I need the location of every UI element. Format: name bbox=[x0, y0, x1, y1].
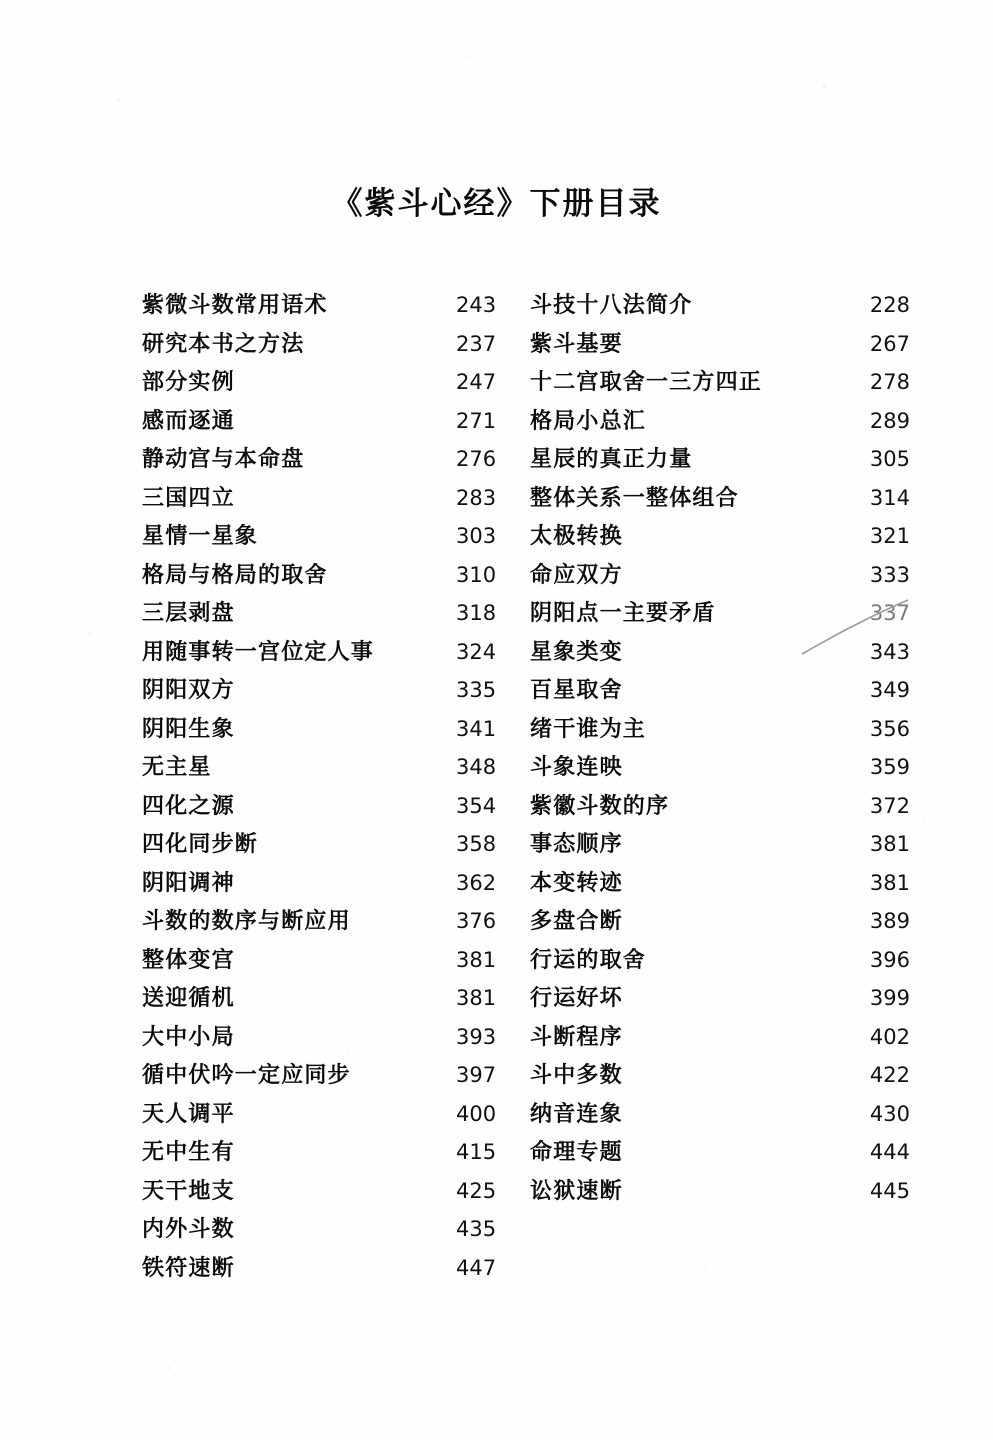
toc-entry-title: 感而逐通 bbox=[142, 408, 235, 434]
list-item[interactable] bbox=[142, 327, 512, 366]
list-item[interactable] bbox=[530, 596, 910, 635]
toc-entry-page: 303 bbox=[456, 524, 497, 548]
list-item[interactable] bbox=[530, 558, 910, 597]
toc-entry-title: 铁符速断 bbox=[142, 1255, 235, 1281]
toc-entry-page: 422 bbox=[869, 1063, 910, 1087]
toc-entry-title: 行运好坏 bbox=[530, 986, 623, 1011]
toc-entry-page: 400 bbox=[456, 1101, 497, 1126]
toc-entry-page: 243 bbox=[456, 293, 497, 317]
toc-entry-page: 333 bbox=[869, 562, 910, 587]
toc-entry-title: 四化之源 bbox=[142, 793, 235, 819]
list-item[interactable] bbox=[142, 288, 512, 327]
toc-entry-title: 四化同步断 bbox=[142, 832, 259, 857]
toc-entry-page: 318 bbox=[456, 601, 497, 625]
list-item[interactable] bbox=[530, 481, 910, 520]
toc-entry-title: 太极转换 bbox=[530, 524, 623, 549]
toc-entry-page: 393 bbox=[456, 1024, 497, 1049]
toc-entry-page: 278 bbox=[869, 370, 910, 394]
toc-entry-title: 斗断程序 bbox=[530, 1024, 623, 1050]
toc-entry-title: 本变转迹 bbox=[530, 870, 623, 896]
table-of-contents bbox=[0, 288, 993, 1289]
toc-entry-page: 381 bbox=[456, 986, 497, 1010]
toc-entry-title: 阴阳点一主要矛盾 bbox=[530, 601, 716, 626]
list-item[interactable] bbox=[142, 1135, 512, 1174]
toc-entry-title: 无主星 bbox=[142, 755, 212, 780]
toc-entry-title: 十二宫取舍一三方四正 bbox=[530, 370, 763, 395]
list-item[interactable] bbox=[530, 981, 910, 1020]
toc-entry-page: 399 bbox=[869, 986, 910, 1010]
list-item[interactable] bbox=[142, 981, 512, 1020]
toc-entry-page: 343 bbox=[869, 639, 910, 664]
toc-entry-title: 大中小局 bbox=[142, 1024, 235, 1050]
toc-entry-title: 静动宫与本命盘 bbox=[142, 447, 305, 472]
toc-entry-title: 星情一星象 bbox=[142, 524, 259, 549]
list-item[interactable] bbox=[530, 750, 910, 789]
list-item[interactable] bbox=[530, 519, 910, 558]
toc-entry-page: 267 bbox=[869, 331, 910, 356]
toc-entry-page: 271 bbox=[456, 408, 497, 433]
toc-entry-title: 阴阳双方 bbox=[142, 678, 235, 703]
toc-entry-page: 276 bbox=[456, 447, 497, 471]
toc-entry-page: 397 bbox=[456, 1063, 497, 1087]
toc-entry-page: 389 bbox=[869, 909, 910, 933]
toc-entry-title: 百星取舍 bbox=[530, 678, 623, 703]
toc-entry-page: 310 bbox=[456, 562, 497, 587]
toc-right-column bbox=[530, 288, 910, 1289]
toc-entry-page: 337 bbox=[869, 601, 910, 625]
list-item[interactable] bbox=[142, 1097, 512, 1136]
list-item[interactable] bbox=[142, 789, 512, 828]
toc-entry-page: 349 bbox=[869, 678, 910, 702]
toc-entry-title: 无中生有 bbox=[142, 1140, 235, 1165]
toc-entry-title: 星象类变 bbox=[530, 639, 623, 665]
list-item[interactable] bbox=[530, 1020, 910, 1059]
toc-entry-page: 430 bbox=[869, 1101, 910, 1126]
toc-entry-page: 358 bbox=[456, 832, 497, 856]
list-item[interactable] bbox=[142, 481, 512, 520]
list-item[interactable] bbox=[142, 1174, 512, 1213]
toc-entry-page: 376 bbox=[456, 909, 497, 933]
list-item[interactable] bbox=[142, 519, 512, 558]
toc-entry-page: 425 bbox=[456, 1178, 497, 1203]
toc-entry-page: 314 bbox=[869, 485, 910, 510]
toc-entry-page: 381 bbox=[869, 870, 910, 895]
toc-entry-title: 整体变宫 bbox=[142, 947, 235, 973]
toc-entry-title: 阴阳生象 bbox=[142, 716, 235, 742]
toc-entry-page: 362 bbox=[456, 870, 497, 895]
toc-entry-page: 228 bbox=[869, 293, 910, 317]
toc-entry-title: 天干地支 bbox=[142, 1178, 235, 1204]
toc-entry-page: 341 bbox=[456, 716, 497, 741]
toc-entry-title: 紫微斗数常用语术 bbox=[142, 293, 328, 318]
list-item[interactable] bbox=[530, 442, 910, 481]
toc-entry-title: 紫斗基要 bbox=[530, 331, 623, 357]
list-item[interactable] bbox=[530, 635, 910, 674]
toc-entry-title: 斗技十八法简介 bbox=[530, 293, 693, 318]
toc-entry-page: 335 bbox=[456, 678, 497, 702]
toc-entry-title: 紫徽斗数的序 bbox=[530, 793, 670, 819]
list-item[interactable] bbox=[142, 673, 512, 712]
list-item[interactable] bbox=[530, 866, 910, 905]
list-item[interactable] bbox=[142, 558, 512, 597]
list-item[interactable] bbox=[142, 827, 512, 866]
toc-entry-page: 381 bbox=[456, 947, 497, 972]
toc-entry-page: 283 bbox=[456, 485, 497, 510]
toc-entry-title: 用随事转一宫位定人事 bbox=[142, 639, 375, 665]
toc-entry-page: 356 bbox=[869, 716, 910, 741]
toc-entry-page: 435 bbox=[456, 1217, 497, 1241]
list-item[interactable] bbox=[142, 442, 512, 481]
list-item[interactable] bbox=[530, 1058, 910, 1097]
list-item[interactable] bbox=[142, 904, 512, 943]
toc-entry-title: 阴阳调神 bbox=[142, 870, 235, 896]
toc-entry-title: 研究本书之方法 bbox=[142, 331, 305, 357]
toc-entry-title: 星辰的真正力量 bbox=[530, 447, 693, 472]
list-item[interactable] bbox=[142, 866, 512, 905]
list-item[interactable] bbox=[142, 712, 512, 751]
toc-entry-title: 天人调平 bbox=[142, 1101, 235, 1127]
toc-entry-page: 396 bbox=[869, 947, 910, 972]
list-item[interactable] bbox=[530, 712, 910, 751]
toc-entry-page: 447 bbox=[456, 1255, 497, 1280]
page-title: 《紫斗心经》下册目录 bbox=[331, 186, 662, 222]
toc-entry-title: 命理专题 bbox=[530, 1140, 623, 1165]
list-item[interactable] bbox=[142, 635, 512, 674]
toc-entry-title: 斗象连映 bbox=[530, 755, 623, 780]
list-item[interactable] bbox=[530, 1135, 910, 1174]
list-item[interactable] bbox=[142, 404, 512, 443]
list-item[interactable] bbox=[530, 904, 910, 943]
toc-entry-title: 多盘合断 bbox=[530, 909, 623, 934]
toc-entry-title: 格局与格局的取舍 bbox=[142, 562, 328, 588]
toc-entry-page: 305 bbox=[869, 447, 910, 471]
toc-entry-title: 循中伏吟一定应同步 bbox=[142, 1063, 351, 1088]
list-item[interactable] bbox=[530, 365, 910, 404]
toc-entry-title: 纳音连象 bbox=[530, 1101, 623, 1127]
toc-left-column bbox=[142, 288, 512, 1289]
toc-entry-page: 381 bbox=[869, 832, 910, 856]
toc-entry-title: 行运的取舍 bbox=[530, 947, 647, 973]
toc-entry-title: 命应双方 bbox=[530, 562, 623, 588]
toc-entry-page: 321 bbox=[869, 524, 910, 548]
list-item[interactable] bbox=[142, 1251, 512, 1290]
list-item[interactable] bbox=[530, 943, 910, 982]
list-item[interactable] bbox=[142, 1212, 512, 1251]
toc-entry-title: 三国四立 bbox=[142, 485, 235, 511]
toc-entry-title: 格局小总汇 bbox=[530, 408, 647, 434]
list-item[interactable] bbox=[530, 327, 910, 366]
toc-entry-page: 445 bbox=[869, 1178, 910, 1203]
list-item[interactable] bbox=[530, 404, 910, 443]
toc-entry-title: 部分实例 bbox=[142, 370, 235, 395]
toc-entry-page: 354 bbox=[456, 793, 497, 818]
toc-entry-title: 讼狱速断 bbox=[530, 1178, 623, 1204]
toc-entry-page: 247 bbox=[456, 370, 497, 394]
toc-entry-title: 绪干谁为主 bbox=[530, 716, 647, 742]
toc-entry-page: 402 bbox=[869, 1024, 910, 1049]
list-item[interactable] bbox=[530, 789, 910, 828]
list-item[interactable] bbox=[530, 673, 910, 712]
toc-entry-title: 送迎循机 bbox=[142, 986, 235, 1011]
toc-entry-title: 事态顺序 bbox=[530, 832, 623, 857]
toc-entry-page: 324 bbox=[456, 639, 497, 664]
list-item[interactable] bbox=[142, 943, 512, 982]
toc-entry-page: 444 bbox=[869, 1140, 910, 1164]
toc-entry-title: 斗中多数 bbox=[530, 1063, 623, 1088]
toc-entry-page: 359 bbox=[869, 755, 910, 779]
toc-entry-page: 289 bbox=[869, 408, 910, 433]
list-item[interactable] bbox=[142, 750, 512, 789]
list-item[interactable] bbox=[530, 288, 910, 327]
toc-entry-title: 整体关系一整体组合 bbox=[530, 485, 739, 511]
toc-entry-page: 348 bbox=[456, 755, 497, 779]
list-item[interactable] bbox=[530, 1097, 910, 1136]
list-item[interactable] bbox=[530, 1174, 910, 1213]
list-item[interactable] bbox=[142, 1058, 512, 1097]
toc-entry-page: 372 bbox=[869, 793, 910, 818]
toc-entry-page: 415 bbox=[456, 1140, 497, 1164]
toc-entry-page: 237 bbox=[456, 331, 497, 356]
list-item[interactable] bbox=[530, 827, 910, 866]
list-item[interactable] bbox=[142, 365, 512, 404]
toc-entry-title: 三层剥盘 bbox=[142, 601, 235, 626]
toc-entry-title: 内外斗数 bbox=[142, 1217, 235, 1242]
toc-entry-title: 斗数的数序与断应用 bbox=[142, 909, 351, 934]
list-item[interactable] bbox=[142, 1020, 512, 1059]
list-item[interactable] bbox=[142, 596, 512, 635]
